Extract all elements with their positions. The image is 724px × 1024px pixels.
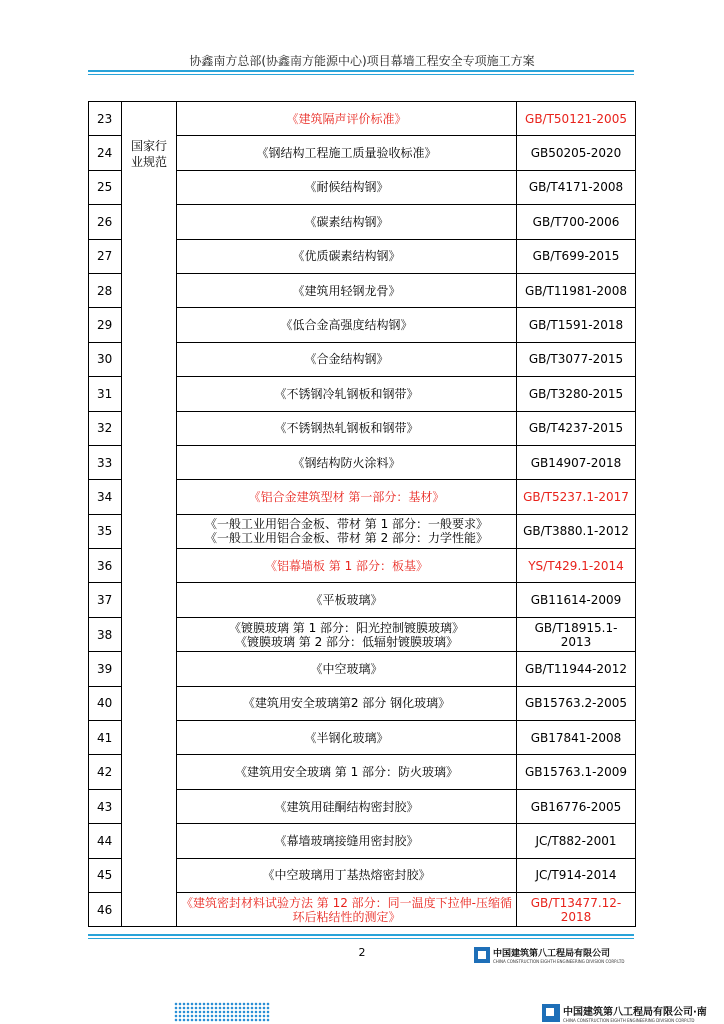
standard-code: GB/T11981-2008 <box>517 273 636 307</box>
row-number: 27 <box>89 239 122 273</box>
row-number: 42 <box>89 755 122 789</box>
standard-code: GB15763.1-2009 <box>517 755 636 789</box>
standard-name <box>177 136 517 170</box>
standard-name-line: 《平板玻璃》 <box>310 593 383 608</box>
standard-name <box>177 445 517 479</box>
standard-name-line-2: 《镀膜玻璃 第 2 部分：低辐射镀膜玻璃》 <box>234 634 459 649</box>
row-number: 39 <box>89 652 122 686</box>
standard-name-line: 《合金结构钢》 <box>304 352 389 367</box>
standard-code: GB/T700-2006 <box>517 205 636 239</box>
row-number: 36 <box>89 549 122 583</box>
row-number: 28 <box>89 273 122 307</box>
standard-name <box>177 480 517 514</box>
footer-rule <box>88 934 634 936</box>
standard-name-line: 《一般工业用铝合金板、带材 第 1 部分：一般要求》 <box>204 517 489 532</box>
standard-code: GB/T699-2015 <box>517 239 636 273</box>
row-number: 29 <box>89 308 122 342</box>
standard-name <box>177 239 517 273</box>
header-rule <box>88 70 634 72</box>
page-header-title: 协鑫南方总部(协鑫南方能源中心)项目幕墙工程安全专项施工方案 <box>189 54 535 68</box>
row-number: 23 <box>89 102 122 136</box>
standard-code: GB/T4171-2008 <box>517 170 636 204</box>
standard-name <box>177 514 517 548</box>
standard-name <box>177 583 517 617</box>
standard-name-line: 《低合金高强度结构钢》 <box>280 318 413 333</box>
header-rule-thin <box>88 74 634 75</box>
row-number: 43 <box>89 789 122 823</box>
category-cell <box>122 102 177 927</box>
standard-name <box>177 170 517 204</box>
standard-name <box>177 342 517 376</box>
row-number: 41 <box>89 721 122 755</box>
company-name-cn: 中国建筑第八工程局有限公司 <box>493 949 611 959</box>
standard-code: GB/T3280-2015 <box>517 377 636 411</box>
standard-name-line: 《中空玻璃用丁基热熔密封胶》 <box>262 868 431 883</box>
standard-name <box>177 205 517 239</box>
company-logo-bottom <box>542 1003 707 1023</box>
standard-name-line: 《半钢化玻璃》 <box>304 730 389 745</box>
standard-name-line: 《建筑用硅酮结构密封胶》 <box>274 799 419 814</box>
company-name-en-bottom: CHINA CONSTRUCTION EIGHTH ENGINEERING DIVISION CORP.LTD <box>563 1018 695 1023</box>
standard-name <box>177 824 517 858</box>
standard-name <box>177 617 517 651</box>
standard-name-line: 《建筑用轻钢龙骨》 <box>292 283 401 298</box>
standard-code: GB/T11944-2012 <box>517 652 636 686</box>
row-number: 38 <box>89 617 122 651</box>
standard-name-line: 《铝幕墙板 第 1 部分：板基》 <box>264 558 429 573</box>
decorative-dot-pattern <box>174 1002 270 1022</box>
standard-name-line: 《建筑密封材料试验方法 第 12 部分：同一温度下拉伸-压缩循环后粘结性的测定》 <box>180 895 513 924</box>
row-number: 35 <box>89 514 122 548</box>
standard-name <box>177 721 517 755</box>
standard-name-line-2: 《一般工业用铝合金板、带材 第 2 部分：力学性能》 <box>204 531 489 546</box>
footer-rule-thin <box>88 938 634 939</box>
standard-code: GB15763.2-2005 <box>517 686 636 720</box>
standard-name-line: 《优质碳素结构钢》 <box>292 249 401 264</box>
standard-name-line: 《钢结构防火涂料》 <box>292 455 401 470</box>
row-number: 30 <box>89 342 122 376</box>
standard-name-line: 《铝合金建筑型材 第一部分：基材》 <box>248 489 445 504</box>
cscec-logo-icon <box>474 947 490 963</box>
row-number: 37 <box>89 583 122 617</box>
cscec-logo-icon <box>542 1004 560 1022</box>
standard-name <box>177 755 517 789</box>
row-number: 25 <box>89 170 122 204</box>
standard-code: GB/T3880.1-2012 <box>517 514 636 548</box>
row-number: 24 <box>89 136 122 170</box>
standard-code: GB/T50121-2005 <box>517 102 636 136</box>
company-logo <box>474 946 624 964</box>
standard-name <box>177 549 517 583</box>
standard-name-line: 《碳素结构钢》 <box>304 214 389 229</box>
row-number: 40 <box>89 686 122 720</box>
page-number: 2 <box>358 946 366 959</box>
standards-table <box>88 101 636 927</box>
standard-name <box>177 102 517 136</box>
standard-code: GB17841-2008 <box>517 721 636 755</box>
standard-name-line: 《镀膜玻璃 第 1 部分：阳光控制镀膜玻璃》 <box>228 620 465 635</box>
standard-code: GB/T13477.12-2018 <box>517 892 636 926</box>
standard-name <box>177 686 517 720</box>
standard-code: GB/T1591-2018 <box>517 308 636 342</box>
standard-code: GB/T4237-2015 <box>517 411 636 445</box>
standard-code: GB11614-2009 <box>517 583 636 617</box>
standard-name <box>177 308 517 342</box>
standard-name-line: 《建筑用安全玻璃第2 部分 钢化玻璃》 <box>242 696 451 711</box>
standard-code: GB/T5237.1-2017 <box>517 480 636 514</box>
standards-table-body <box>89 102 636 927</box>
standard-name <box>177 273 517 307</box>
category-label: 国家行业规范 <box>131 139 168 169</box>
company-name-cn-bottom: 中国建筑第八工程局有限公司·南 <box>563 1007 707 1018</box>
standard-code: GB16776-2005 <box>517 789 636 823</box>
standard-name <box>177 892 517 926</box>
standard-name-line: 《建筑隔声评价标准》 <box>286 111 407 126</box>
row-number: 33 <box>89 445 122 479</box>
standard-name <box>177 858 517 892</box>
standard-code: JC/T914-2014 <box>517 858 636 892</box>
standard-code: JC/T882-2001 <box>517 824 636 858</box>
row-number: 26 <box>89 205 122 239</box>
row-number: 34 <box>89 480 122 514</box>
standard-name <box>177 411 517 445</box>
table-row <box>89 102 636 136</box>
row-number: 45 <box>89 858 122 892</box>
standard-name <box>177 789 517 823</box>
standard-name-line: 《不锈钢冷轧钢板和钢带》 <box>274 386 419 401</box>
standard-name-line: 《幕墙玻璃接缝用密封胶》 <box>274 833 419 848</box>
row-number: 31 <box>89 377 122 411</box>
standard-name-line: 《建筑用安全玻璃 第 1 部分：防火玻璃》 <box>234 765 459 780</box>
company-name-en: CHINA CONSTRUCTION EIGHTH ENGINEERING DIVISION CORP.LTD <box>493 959 625 964</box>
standard-code: GB50205-2020 <box>517 136 636 170</box>
row-number: 32 <box>89 411 122 445</box>
standard-name-line: 《不锈钢热轧钢板和钢带》 <box>274 421 419 436</box>
standard-code: GB/T18915.1-2013 <box>517 617 636 651</box>
standard-code: GB/T3077-2015 <box>517 342 636 376</box>
row-number: 44 <box>89 824 122 858</box>
row-number: 46 <box>89 892 122 926</box>
standard-code: GB14907-2018 <box>517 445 636 479</box>
standard-name <box>177 377 517 411</box>
standard-name-line: 《钢结构工程施工质量验收标准》 <box>256 146 437 161</box>
standard-name-line: 《耐候结构钢》 <box>304 180 389 195</box>
standard-name-line: 《中空玻璃》 <box>310 661 383 676</box>
standard-name <box>177 652 517 686</box>
standard-code: YS/T429.1-2014 <box>517 549 636 583</box>
